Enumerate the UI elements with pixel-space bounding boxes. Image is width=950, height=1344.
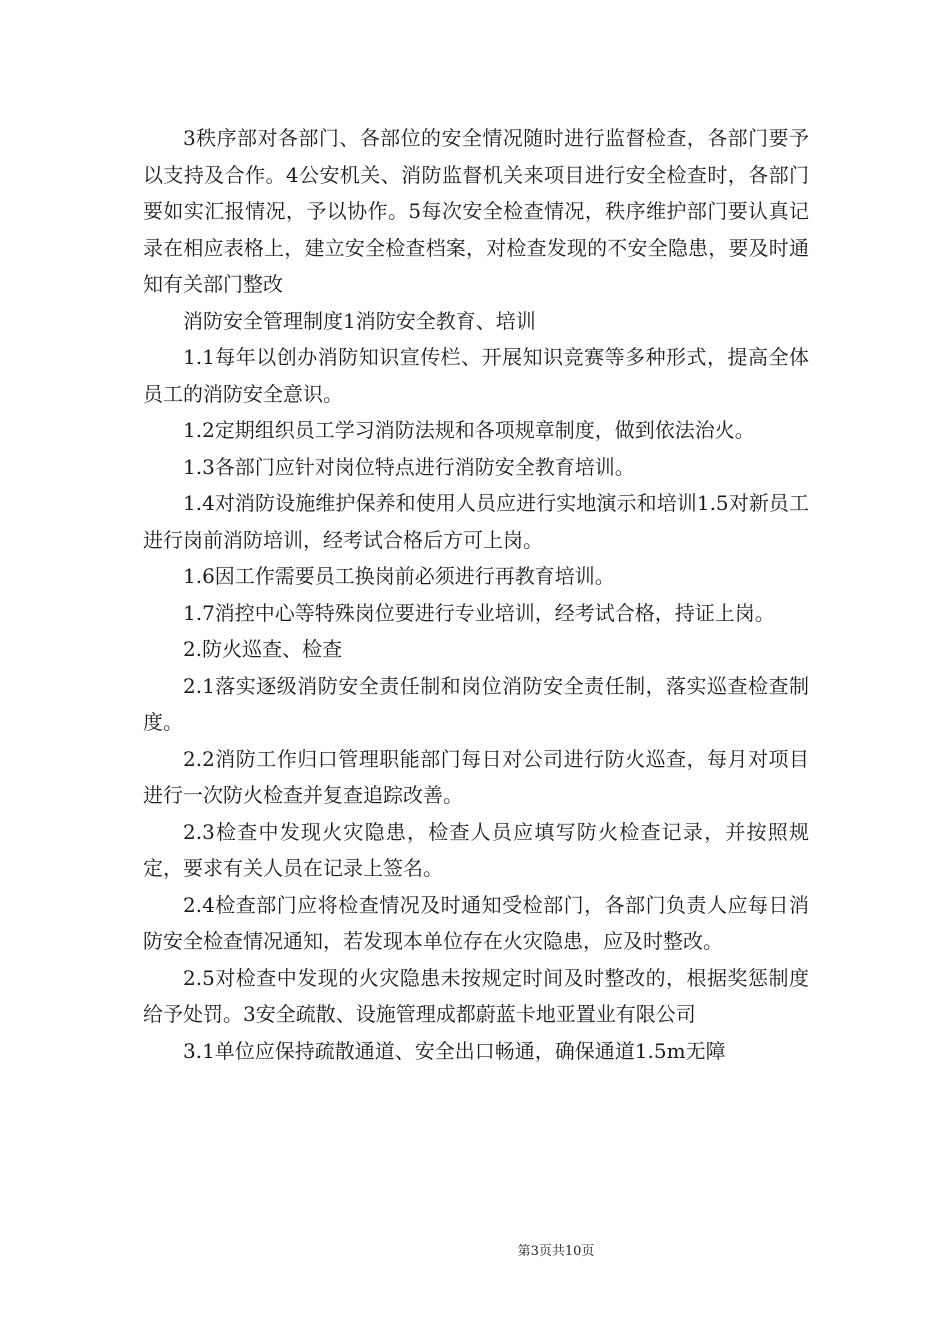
paragraph-2-2: 2.2消防工作归口管理职能部门每日对公司进行防火巡查，每月对项目进行一次防火检查并复查追踪改善。	[143, 746, 809, 807]
paragraph-1-4: 1.4对消防设施维护保养和使用人员应进行实地演示和培训1.5对新员工进行岗前消防培训，经考试合格后方可上岗。	[143, 491, 809, 552]
paragraph-1-3: 1.3各部门应针对岗位特点进行消防安全教育培训。	[183, 454, 635, 479]
paragraph-2-1: 2.1落实逐级消防安全责任制和岗位消防安全责任制，落实巡查检查制度。	[143, 673, 809, 734]
paragraph-1-1: 1.1每年以创办消防知识宣传栏、开展知识竞赛等多种形式，提高全体员工的消防安全意识。	[143, 345, 809, 406]
paragraph-1-6: 1.6因工作需要员工换岗前必须进行再教育培训。	[183, 564, 615, 588]
paragraph-fire-safety-heading: 消防安全管理制度1消防安全教育、培训	[183, 308, 536, 333]
paragraph-3-1: 3.1单位应保持疏散通道、安全出口畅通，确保通道1.5m无障	[183, 1038, 726, 1063]
paragraph-2-5: 2.5对检查中发现的火灾隐患未按规定时间及时整改的，根据奖惩制度给予处罚。3安全疏散、设施管理成都蔚蓝卡地亚置业有限公司	[143, 965, 809, 1026]
paragraph-security-inspection: 3秩序部对各部门、各部位的安全情况随时进行监督检查，各部门要予以支持及合作。4公安机关、消防监督机关来项目进行安全检查时，各部门要如实汇报情况，予以协作。5每次安全检查情况，秩序维护部门要认真记录在相应表格上，建立安全检查档案，对检查发现的不安全隐患，要及时通知有关部门整改	[143, 126, 809, 296]
page-footer	[0, 1240, 950, 1259]
document-body	[143, 120, 809, 1069]
paragraph-2-3: 2.3检查中发现火灾隐患，检查人员应填写防火检查记录，并按照规定，要求有关人员在记录上签名。	[143, 819, 809, 880]
page-number: 第3页共10页	[517, 1244, 595, 1259]
paragraph-1-2: 1.2定期组织员工学习消防法规和各项规章制度，做到依法治火。	[183, 418, 755, 442]
paragraph-2-4: 2.4检查部门应将检查情况及时通知受检部门，各部门负责人应每日消防安全检查情况通知，若发现本单位存在火灾隐患，应及时整改。	[143, 892, 809, 953]
paragraph-1-7: 1.7消控中心等特殊岗位要进行专业培训，经考试合格，持证上岗。	[183, 600, 775, 625]
paragraph-section-2-heading: 2.防火巡查、检查	[183, 637, 343, 661]
